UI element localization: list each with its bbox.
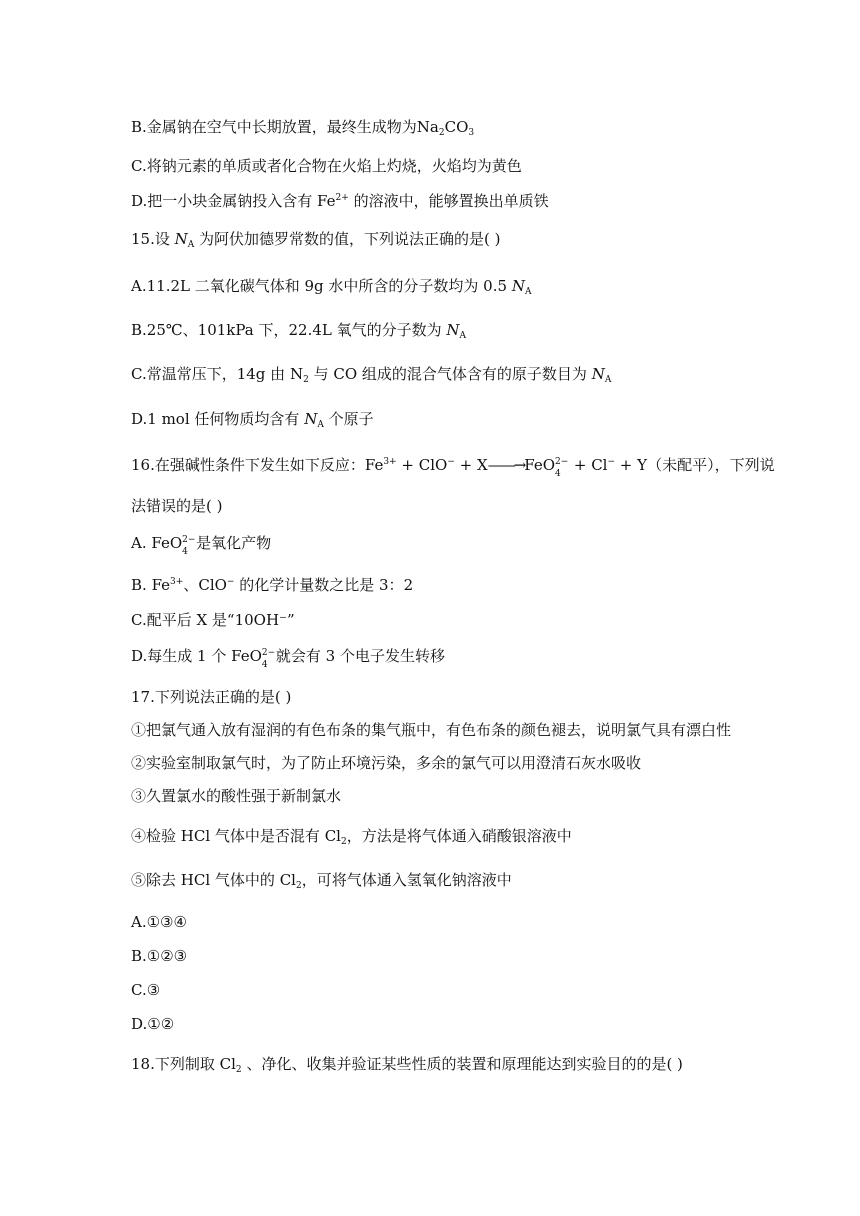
q17-statement-1: ①把氯气通入放有湿润的有色布条的集气瓶中，有色布条的颜色褪去，说明氯气具有漂白性 [131,721,732,739]
q17-option-c: C.③ [131,981,161,999]
q14-option-c: C.将钠元素的单质或者化合物在火焰上灼烧，火焰均为黄色 [131,157,522,175]
q17-statement-5: ⑤除去 HCl 气体中的 $Cl_2$，可将气体通入氢氧化钠溶液中 [131,871,512,891]
q17-statement-4: ④检验 HCl 气体中是否混有 $Cl_2$，方法是将气体通入硝酸银溶液中 [131,827,572,847]
q16-stem-line2: 法错误的是( ) [131,497,223,515]
q14-option-d: D.把一小块金属钠投入含有 $Fe^{2+}$ 的溶液中，能够置换出单质铁 [131,192,549,210]
q15-option-a: A.11.2L 二氧化碳气体和 9g 水中所含的分子数均为 0.5 $N_A$ [131,277,532,297]
q17-option-b: B.①②③ [131,947,188,965]
q17-statement-3: ③久置氯水的酸性强于新制氯水 [131,787,342,805]
q16-option-b: B. $Fe^{3+}$、ClO− 的化学计量数之比是 3：2 [131,576,414,594]
q17-option-a: A.①③④ [131,913,187,931]
q17-stem: 17.下列说法正确的是( ) [131,688,292,706]
q16-option-d: D.每生成 1 个 FeO 2− 4 就会有 3 个电子发生转移 [131,647,445,670]
q15-stem: 15.设 $N_A$ 为阿伏加德罗常数的值，下列说法正确的是( ) [131,230,501,250]
reaction-equation: $Fe^{3+} + ClO^-$ + X——→FeO 2− 4 + Cl− + Y [364,456,648,479]
q15-option-d: D.1 mol 任何物质均含有 $N_A$ 个原子 [131,410,374,430]
q16-option-c: C.配平后 X 是“10OH⁻” [131,611,295,629]
q17-option-d: D.①② [131,1015,175,1033]
q16-option-a: A. FeO 2− 4 是氧化产物 [131,534,272,557]
q15-option-c: C.常温常压下，14g 由 $N_2$ 与 CO 组成的混合气体含有的原子数目为 $N_A$ [131,365,612,385]
q17-statement-2: ②实验室制取氯气时，为了防止环境污染，多余的氯气可以用澄清石灰水吸收 [131,754,642,772]
q16-stem-line1: 16.在强碱性条件下发生如下反应：$Fe^{3+} + ClO^-$ + X——→FeO 2− 4 + Cl− + Y（未配平），下列说 [131,456,775,479]
q15-option-b: B.25℃、101kPa 下，22.4L 氧气的分子数为 $N_A$ [131,321,467,341]
q18-stem: 18.下列制取 $Cl_2$ 、净化、收集并验证某些性质的装置和原理能达到实验目的的是( ) [131,1055,683,1075]
q14-option-b: B.金属钠在空气中长期放置，最终生成物为$Na_2CO_3$ [131,118,475,138]
